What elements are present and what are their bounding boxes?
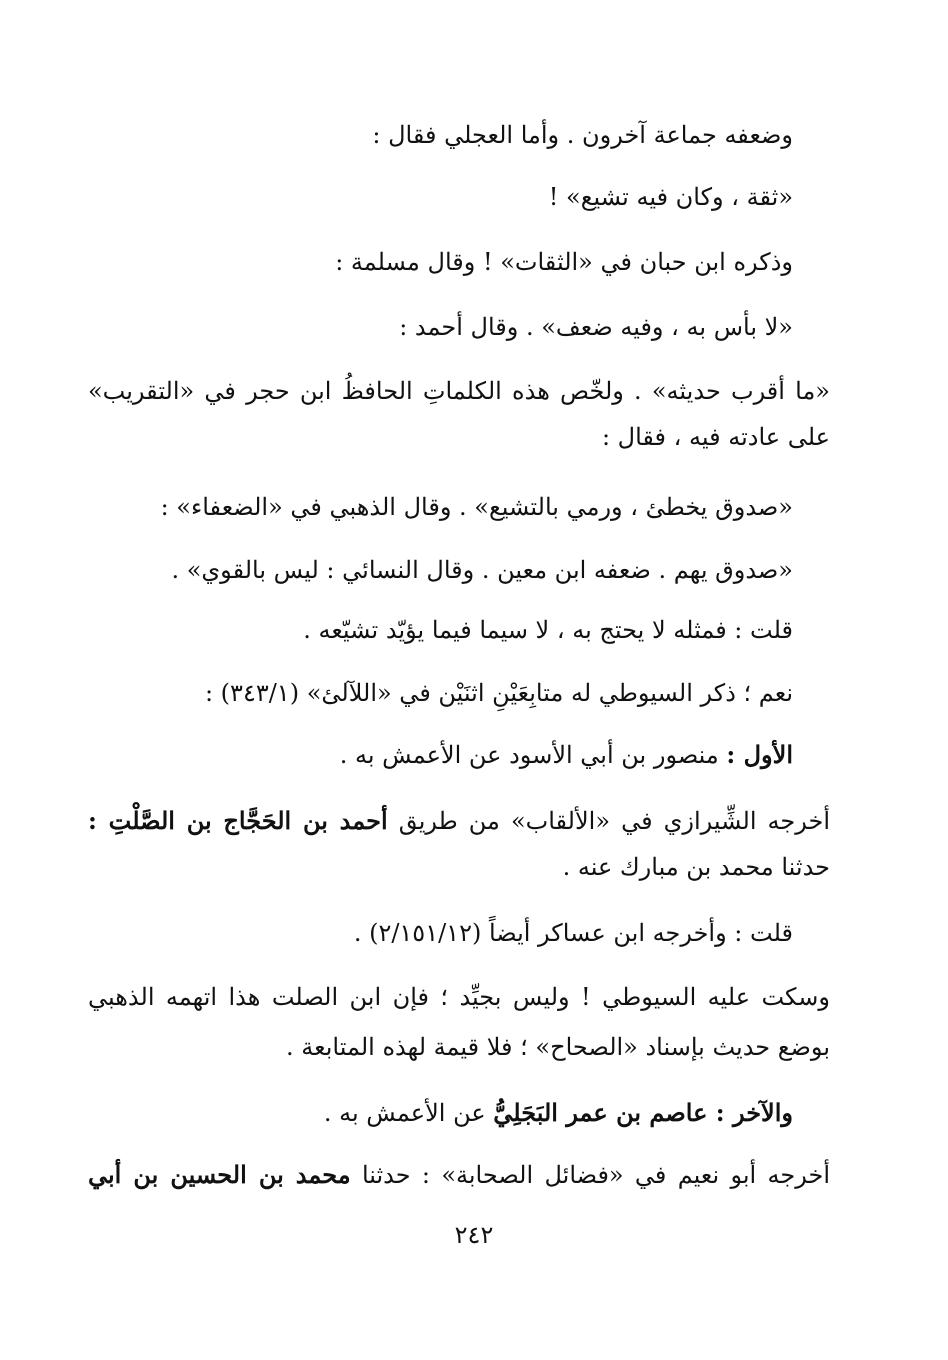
text-line: وضعفه جماعة آخرون . وأما العجلي فقال : — [372, 121, 793, 149]
line-text: عن الأعمش به . — [323, 1099, 494, 1127]
text-line: قلت : فمثله لا يحتج به ، لا سيما فيما يؤيّد تشيّعه . — [303, 616, 793, 644]
text-line: وذكره ابن حبان في «الثقات» ! وقال مسلمة : — [335, 248, 793, 276]
text-line: على عادته فيه ، فقال : — [601, 423, 830, 451]
text-line: بوضع حديث بإسناد «الصحاح» ؛ فلا قيمة لهذه المتابعة . — [286, 1033, 830, 1061]
text-line-second-follower — [324, 1096, 793, 1130]
line-text: منصور بن أبي الأسود عن الأعمش به . — [339, 741, 727, 769]
text-line-abu-nuaym — [88, 1158, 830, 1192]
bold-name: أحمد بن الحَجَّاج بن الصَّلْتِ : — [88, 806, 388, 835]
text-line: وسكت عليه السيوطي ! وليس بجيِّد ؛ فإن ابن الصلت هذا اتهمه الذهبي — [88, 983, 830, 1011]
quote-line: «صدوق يخطئ ، ورمي بالتشيع» . وقال الذهبي في «الضعفاء» : — [160, 493, 793, 521]
line-text: أخرجه الشِّيرازي في «الألقاب» من طريق — [387, 807, 830, 835]
text-line: حدثنا محمد بن مبارك عنه . — [562, 853, 830, 881]
text-line-shirazi — [88, 804, 830, 838]
bold-label: الأول : — [726, 740, 793, 769]
text-line: «ما أقرب حديثه» . ولخّص هذه الكلماتِ الحافظُ ابن حجر في «التقريب» — [88, 377, 830, 405]
page-number: ٢٤٢ — [454, 1221, 494, 1249]
quote-line: «صدوق يهم . ضعفه ابن معين . وقال النسائي : ليس بالقوي» . — [171, 556, 793, 584]
quote-line: «ثقة ، وكان فيه تشيع» ! — [548, 183, 793, 211]
bold-label: والآخر : عاصم بن عمر البَجَلِيُّ — [493, 1098, 793, 1127]
line-text: أخرجه أبو نعيم في «فضائل الصحابة» : حدثنا — [350, 1161, 830, 1189]
text-line-first-follower — [340, 738, 793, 772]
bold-name: محمد بن الحسين بن أبي — [88, 1160, 351, 1189]
quote-line: «لا بأس به ، وفيه ضعف» . وقال أحمد : — [399, 313, 793, 341]
text-line: قلت : وأخرجه ابن عساكر أيضاً (٢/١٥١/١٢) . — [353, 919, 793, 947]
text-line: نعم ؛ ذكر السيوطي له متابِعَيْنِ اثنَيْن في «اللآلئ» (٣٤٣/١) : — [204, 679, 793, 707]
